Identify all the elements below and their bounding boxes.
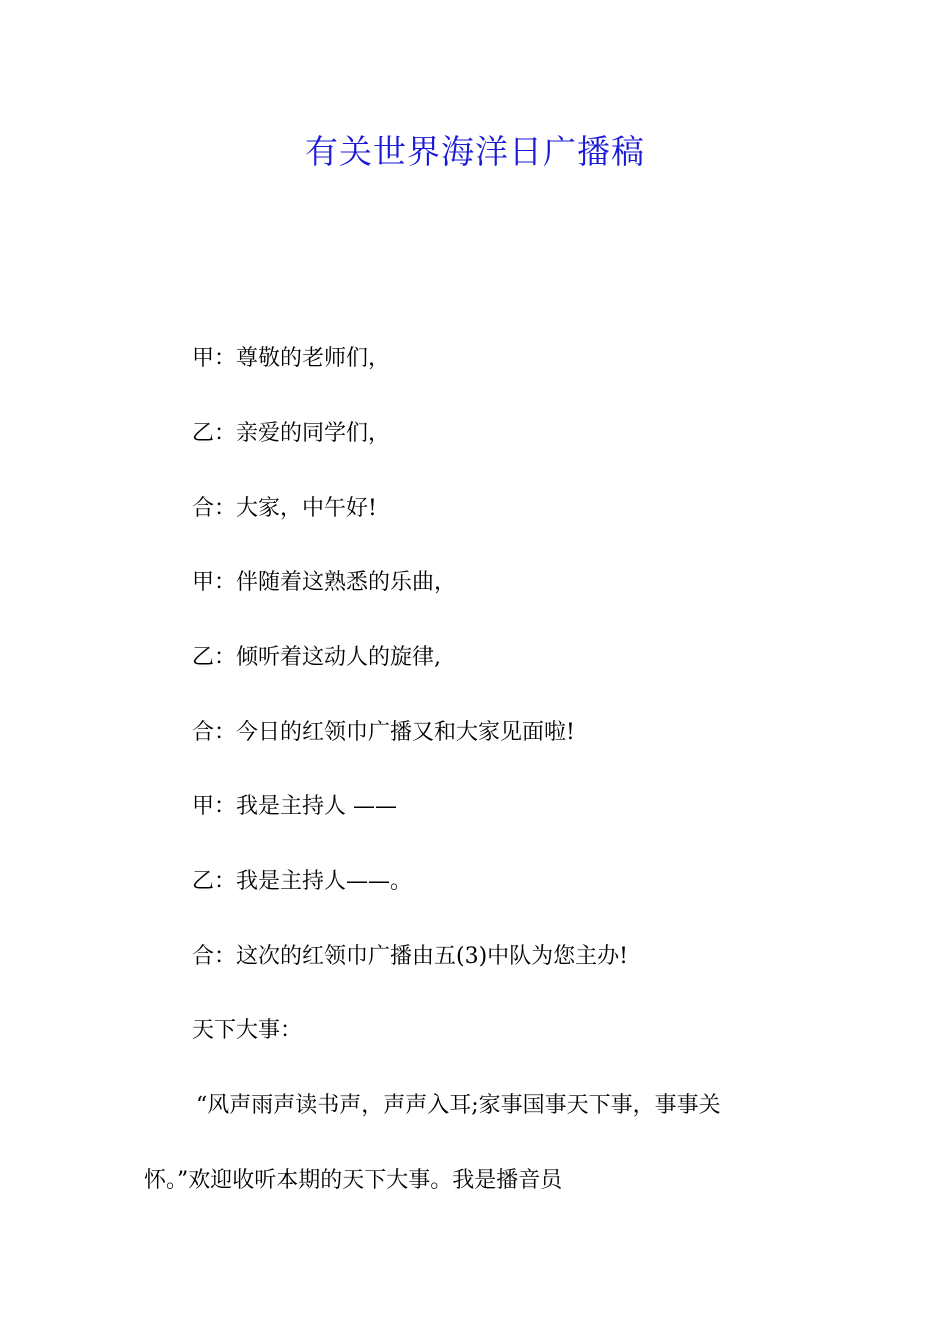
paragraph-line-5: 乙：倾听着这动人的旋律, — [192, 645, 441, 670]
paragraph-line-1: 甲：尊敬的老师们， — [192, 346, 391, 371]
paragraph-line-7: 甲：我是主持人 —— — [192, 794, 397, 819]
paragraph-line-4: 甲：伴随着这熟悉的乐曲， — [192, 570, 457, 595]
paragraph-line-2: 乙：亲爱的同学们， — [192, 421, 391, 446]
paragraph-line-6: 合：今日的红领巾广播又和大家见面啦! — [192, 720, 575, 745]
paragraph-line-11: “风声雨声读书声，声声入耳;家事国事天下事，事事关 — [196, 1093, 721, 1118]
paragraph-line-9: 合：这次的红领巾广播由五(3)中队为您主办! — [192, 944, 629, 969]
paragraph-line-12: 怀。”欢迎收听本期的天下大事。我是播音员 — [144, 1168, 563, 1193]
section-heading-world-news: 天下大事： — [192, 1018, 303, 1043]
paragraph-line-3: 合：大家，中午好! — [192, 496, 377, 521]
document-title: 有关世界海洋日广播稿 — [305, 132, 645, 171]
paragraph-line-8: 乙：我是主持人——。 — [192, 869, 413, 894]
